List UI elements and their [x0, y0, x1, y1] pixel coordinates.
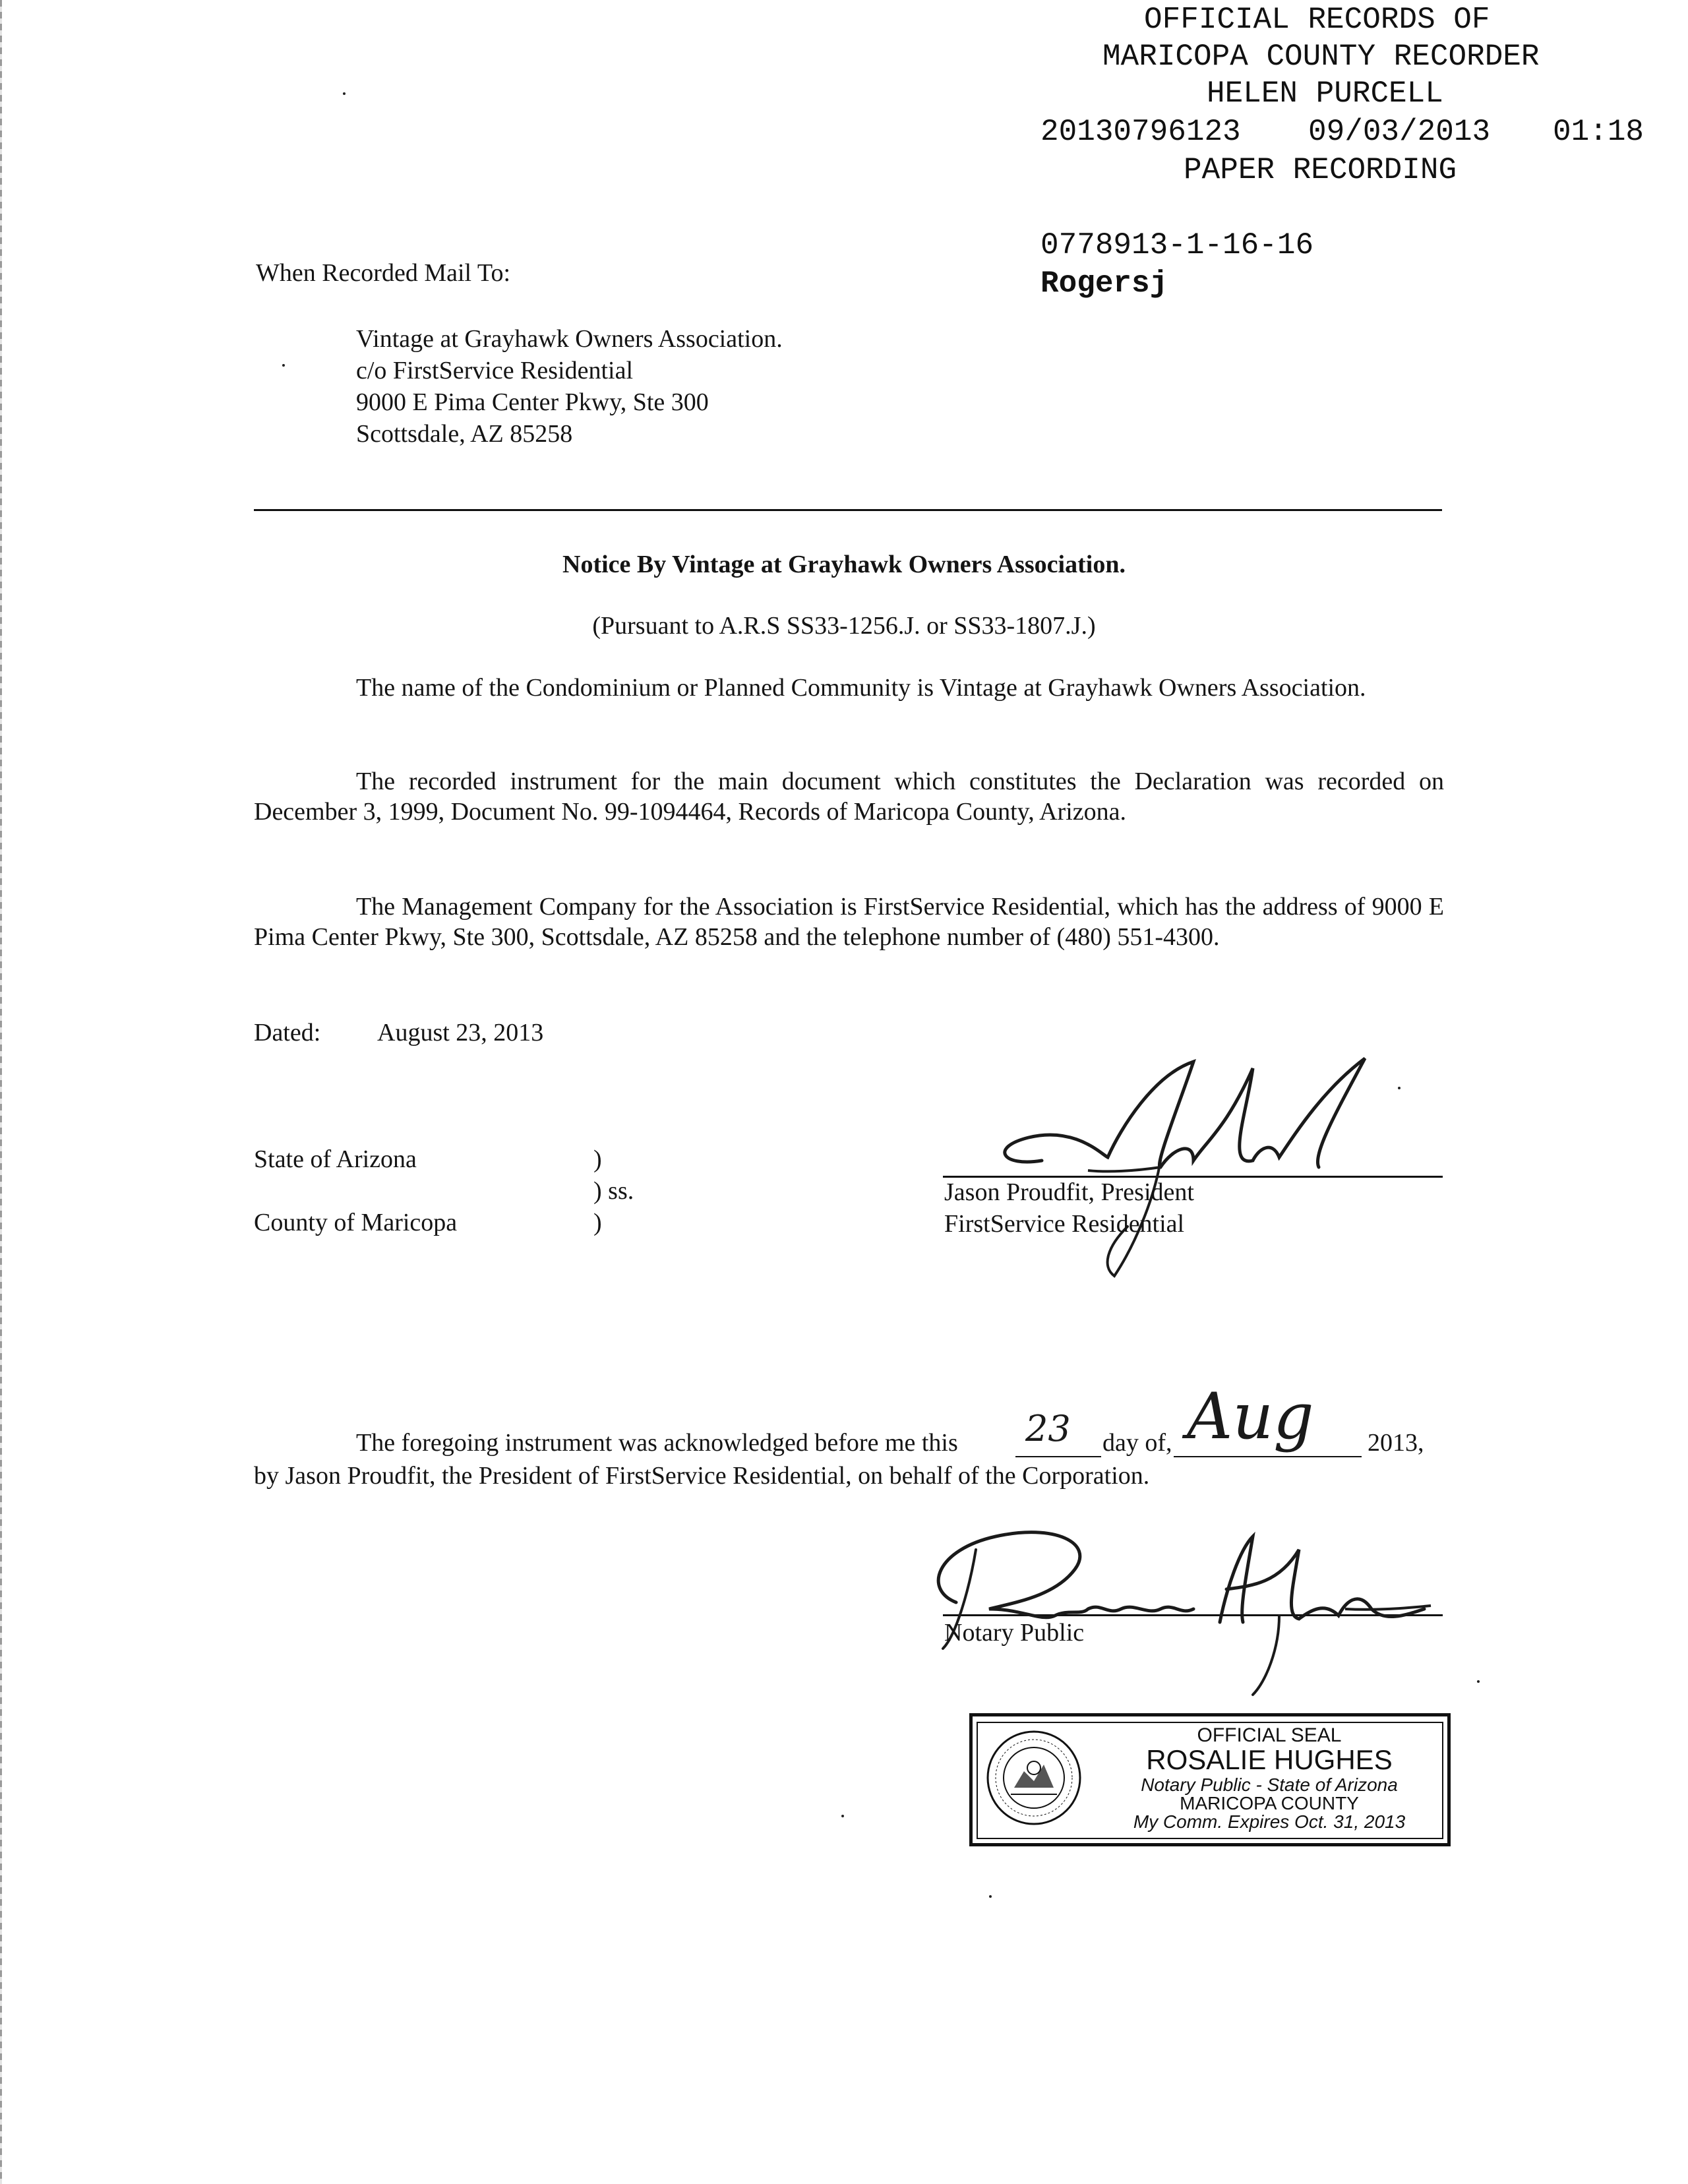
header-divider [254, 509, 1442, 511]
signer-company: FirstService Residential [944, 1210, 1185, 1238]
mail-to-line-1: Vintage at Grayhawk Owners Association. [356, 325, 783, 353]
ack-month-handwritten: Aug [1187, 1380, 1314, 1453]
scan-speck [282, 364, 285, 367]
scan-speck [1477, 1680, 1480, 1683]
pursuant-text: (Pursuant to A.R.S SS33-1256.J. or SS33-1807.J.) [592, 612, 1096, 640]
scan-speck [841, 1815, 844, 1817]
record-number: 20130796123 [1040, 115, 1241, 149]
stamp-line-1: OFFICIAL RECORDS OF [1144, 3, 1490, 37]
venue-ss: ) ss. [593, 1177, 634, 1205]
arizona-seal-emblem [984, 1728, 1083, 1827]
venue-county: County of Maricopa [254, 1209, 458, 1236]
signer-name-title: Jason Proudfit, President [944, 1178, 1194, 1206]
recording-type: PAPER RECORDING [1184, 153, 1457, 187]
paragraph-declaration: The recorded instrument for the main document which constitutes the Declaration was recorded on December 3, 1999, Document No. 99-1094464, Records of Maricopa County, Arizona. [254, 768, 1444, 826]
mail-to-line-3: 9000 E Pima Center Pkwy, Ste 300 [356, 388, 709, 416]
ack-text-a: The foregoing instrument was acknowledged before me this [356, 1429, 958, 1457]
clerk-name: Rogersj [1040, 266, 1168, 301]
dated-label: Dated: [254, 1019, 321, 1046]
notary-signature-graphic [910, 1510, 1437, 1708]
ack-day-handwritten: 23 [1025, 1408, 1071, 1449]
stamp-line-2: MARICOPA COUNTY RECORDER [1102, 40, 1540, 74]
paragraph-management-company: The Management Company for the Association is FirstService Residential, which has the address of 9000 E Pima Center Pkwy, Ste 300, Scottsdale, AZ 85258 and the telephone number of (480) 551-4300. [254, 893, 1444, 951]
seal-line-3: Notary Public - State of Arizona [1141, 1774, 1398, 1795]
mail-to-label: When Recorded Mail To: [256, 259, 511, 287]
venue-paren-open: ) [593, 1145, 602, 1173]
seal-line-4: MARICOPA COUNTY [1180, 1793, 1359, 1813]
seal-line-1: OFFICIAL SEAL [1197, 1724, 1342, 1746]
record-date: 09/03/2013 [1308, 115, 1491, 149]
ack-text-b: day of, [1102, 1429, 1172, 1457]
dated-value: August 23, 2013 [377, 1019, 544, 1046]
notary-public-label: Notary Public [944, 1619, 1085, 1647]
venue-paren-close: ) [593, 1209, 602, 1236]
mail-to-line-4: Scottsdale, AZ 85258 [356, 420, 573, 448]
official-seal-box [969, 1713, 1451, 1846]
ack-day-line [1015, 1456, 1101, 1457]
scan-speck [1398, 1087, 1401, 1089]
venue-state: State of Arizona [254, 1145, 417, 1173]
president-signature-graphic [943, 1048, 1404, 1286]
notice-title-text: Notice By Vintage at Grayhawk Owners Association. [562, 551, 1126, 578]
file-code: 0778913-1-16-16 [1040, 228, 1314, 262]
stamp-line-3: HELEN PURCELL [1207, 76, 1443, 111]
seal-line-2: ROSALIE HUGHES [1146, 1744, 1393, 1775]
paragraph-community-name: The name of the Condominium or Planned Community is Vintage at Grayhawk Owners Association. [356, 674, 1366, 702]
mail-to-line-2: c/o FirstService Residential [356, 357, 634, 384]
pursuant-line [0, 610, 1688, 642]
record-time: 01:18 [1553, 115, 1644, 149]
scan-speck [343, 92, 346, 95]
scan-speck [989, 1895, 992, 1898]
ack-line-2: by Jason Proudfit, the President of FirstService Residential, on behalf of the Corporation. [254, 1462, 1150, 1490]
ack-year: 2013, [1368, 1429, 1424, 1457]
ack-month-line [1174, 1456, 1362, 1457]
notice-title [0, 549, 1688, 580]
seal-line-5: My Comm. Expires Oct. 31, 2013 [1133, 1811, 1406, 1832]
